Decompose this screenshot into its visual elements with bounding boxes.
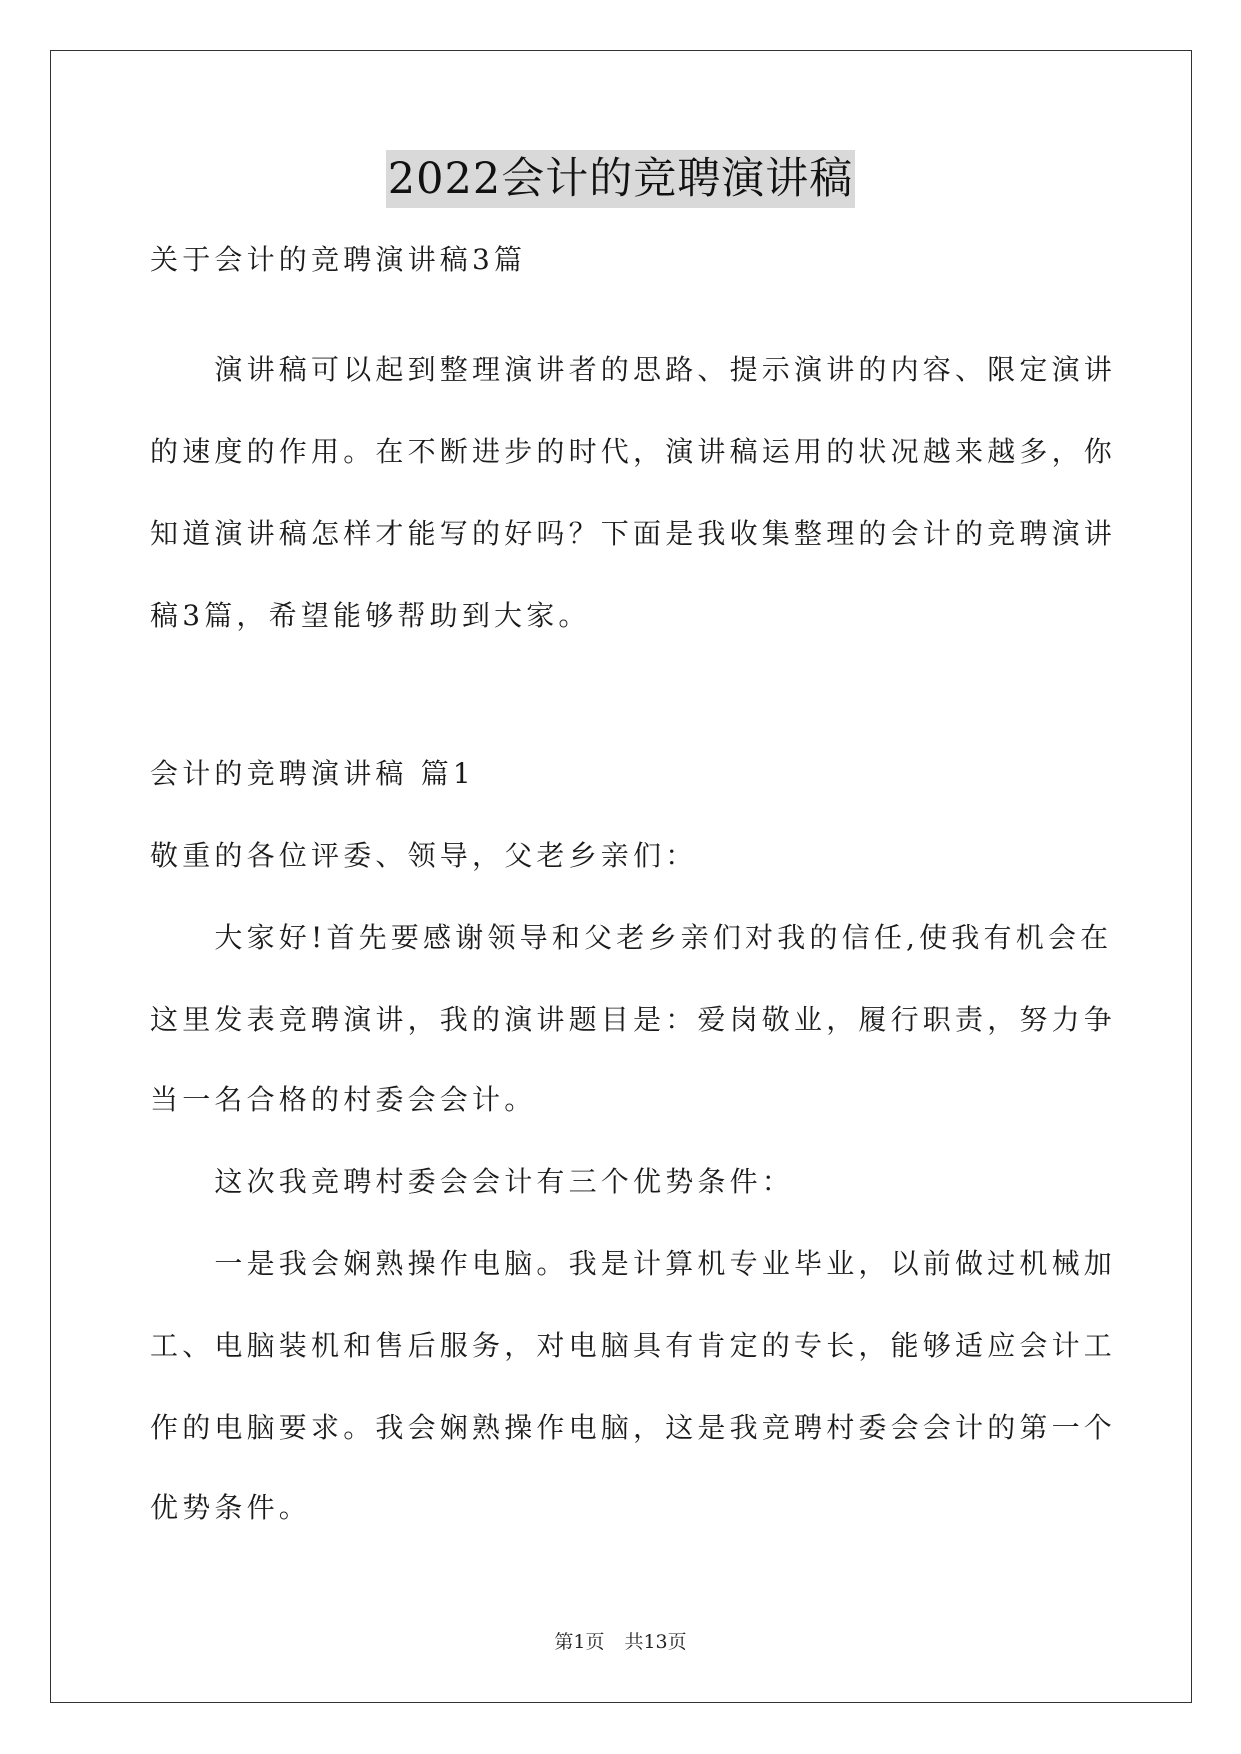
body-line-7: 作的电脑要求。我会娴熟操作电脑，这是我竞聘村委会会计的第一个	[150, 1411, 1117, 1444]
intro-line-3: 知道演讲稿怎样才能写的好吗？下面是我收集整理的会计的竞聘演讲	[150, 517, 1117, 550]
body-line-5: 一是我会娴熟操作电脑。我是计算机专业毕业，以前做过机械加	[150, 1247, 1117, 1280]
title-container	[0, 150, 1241, 208]
document-title: 2022会计的竞聘演讲稿	[386, 150, 855, 208]
intro-line-1: 演讲稿可以起到整理演讲者的思路、提示演讲的内容、限定演讲	[150, 353, 1117, 386]
body-line-1: 大家好!首先要感谢领导和父老乡亲们对我的信任,使我有机会在	[150, 921, 1113, 954]
body-line-3: 当一名合格的村委会会计。	[150, 1083, 537, 1116]
body-line-4: 这次我竞聘村委会会计有三个优势条件：	[150, 1165, 795, 1198]
document-subtitle: 关于会计的竞聘演讲稿3篇	[150, 243, 527, 276]
page-border	[50, 50, 1192, 1703]
intro-line-4: 稿3篇，希望能够帮助到大家。	[150, 599, 591, 632]
body-line-6: 工、电脑装机和售后服务，对电脑具有肯定的专长，能够适应会计工	[150, 1329, 1117, 1362]
page-footer	[0, 1630, 1241, 1654]
intro-line-2: 的速度的作用。在不断进步的时代，演讲稿运用的状况越来越多，你	[150, 435, 1117, 468]
body-line-8: 优势条件。	[150, 1491, 312, 1524]
page-total: 共13页	[624, 1631, 687, 1653]
salutation: 敬重的各位评委、领导，父老乡亲们：	[150, 839, 698, 872]
section-heading: 会计的竞聘演讲稿 篇1	[150, 757, 475, 790]
page-number: 第1页	[554, 1631, 605, 1653]
body-line-2: 这里发表竞聘演讲，我的演讲题目是：爱岗敬业，履行职责，努力争	[150, 1003, 1117, 1036]
